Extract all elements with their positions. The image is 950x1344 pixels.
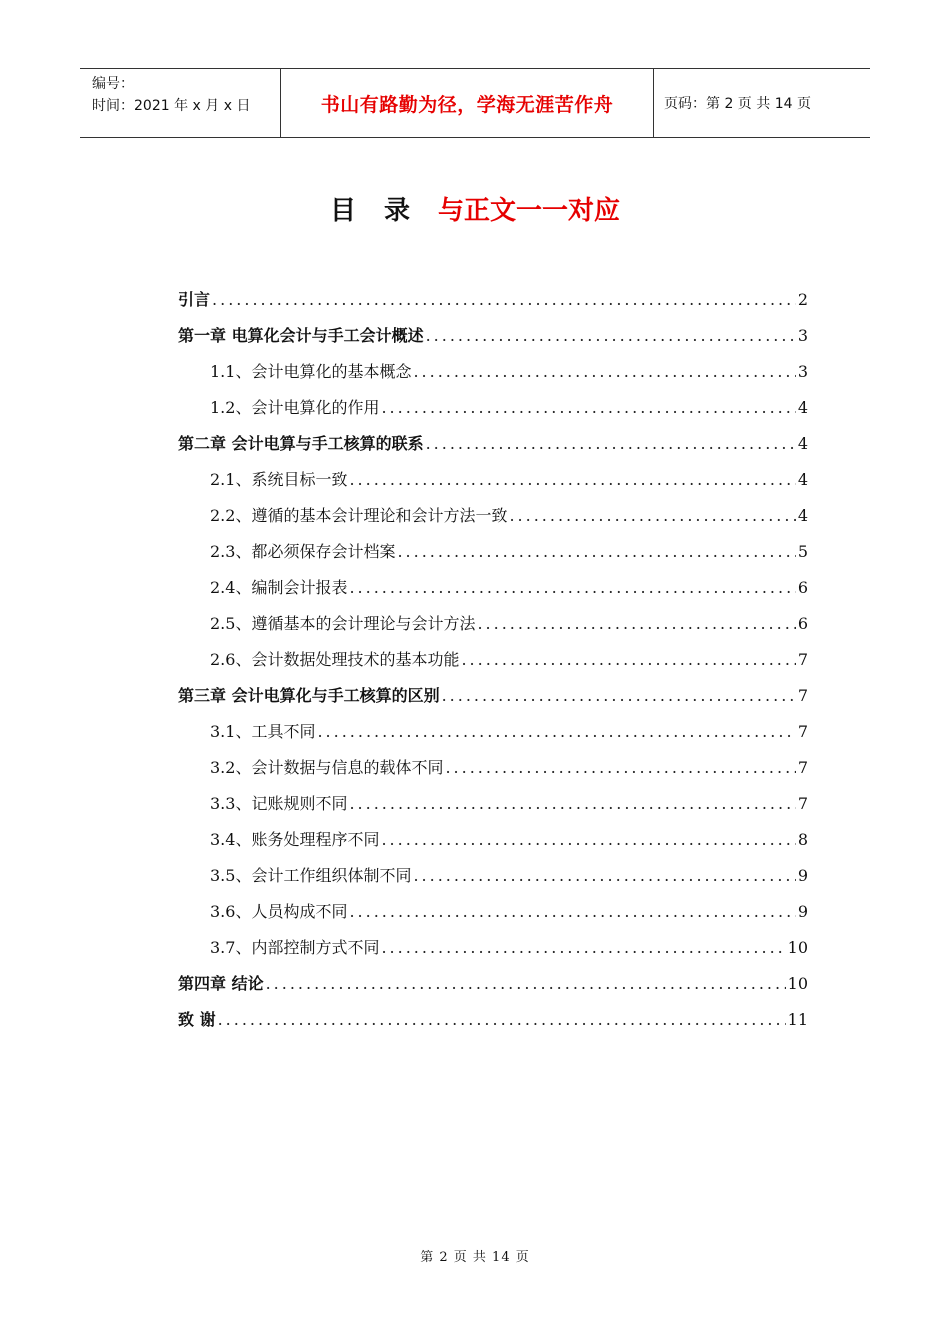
toc-entry[interactable] xyxy=(178,814,808,850)
toc-entry[interactable] xyxy=(178,778,808,814)
toc-entry-page: 4 xyxy=(797,470,808,489)
toc-entry-page: 5 xyxy=(797,542,808,561)
toc-entry[interactable] xyxy=(178,490,808,526)
toc-leader-dots xyxy=(426,434,796,454)
toc-entry-label: 1.1、会计电算化的基本概念 xyxy=(210,362,412,381)
toc-leader-dots xyxy=(317,722,795,742)
toc-leader-dots xyxy=(397,542,795,562)
toc-entry[interactable] xyxy=(178,598,808,634)
toc-entry[interactable] xyxy=(178,850,808,886)
toc-entry-page: 11 xyxy=(787,1010,808,1029)
toc-entry-page: 9 xyxy=(797,902,808,921)
toc-entry-label: 3.7、内部控制方式不同 xyxy=(210,938,380,957)
toc-entry-page: 4 xyxy=(797,434,808,453)
toc-entry-page: 10 xyxy=(787,974,808,993)
toc-entry-page: 3 xyxy=(797,326,808,345)
table-of-contents xyxy=(178,274,808,1030)
toc-leader-dots xyxy=(445,758,795,778)
toc-entry-page: 7 xyxy=(797,758,808,777)
toc-leader-dots xyxy=(477,614,795,634)
header-meta xyxy=(80,69,281,137)
toc-leader-dots xyxy=(266,974,786,994)
toc-entry-label: 第二章 会计电算与手工核算的联系 xyxy=(178,434,424,453)
toc-entry[interactable] xyxy=(178,382,808,418)
toc-entry-label: 第一章 电算化会计与手工会计概述 xyxy=(178,326,424,345)
toc-entry-label: 2.3、都必须保存会计档案 xyxy=(210,542,396,561)
toc-entry[interactable] xyxy=(178,274,808,310)
toc-leader-dots xyxy=(349,794,795,814)
toc-entry-label: 3.4、账务处理程序不同 xyxy=(210,830,380,849)
toc-leader-dots xyxy=(349,470,795,490)
toc-entry-label: 第四章 结论 xyxy=(178,974,264,993)
toc-entry-page: 6 xyxy=(797,614,808,633)
toc-entry-label: 3.6、人员构成不同 xyxy=(210,902,348,921)
toc-leader-dots xyxy=(381,398,795,418)
toc-entry[interactable] xyxy=(178,994,808,1030)
toc-entry-label: 2.5、遵循基本的会计理论与会计方法 xyxy=(210,614,476,633)
toc-title-main: 目录 xyxy=(329,196,438,226)
toc-entry-page: 6 xyxy=(797,578,808,597)
toc-entry-label: 2.2、遵循的基本会计理论和会计方法一致 xyxy=(210,506,508,525)
toc-entry-label: 1.2、会计电算化的作用 xyxy=(210,398,380,417)
toc-title-note: 与正文一一对应 xyxy=(438,196,621,226)
toc-entry-page: 8 xyxy=(797,830,808,849)
toc-entry[interactable] xyxy=(178,418,808,454)
toc-entry-page: 10 xyxy=(787,938,808,957)
toc-entry-label: 引言 xyxy=(178,290,211,309)
toc-leader-dots xyxy=(349,902,795,922)
toc-entry[interactable] xyxy=(178,742,808,778)
toc-entry[interactable] xyxy=(178,634,808,670)
toc-entry[interactable] xyxy=(178,310,808,346)
toc-leader-dots xyxy=(413,362,795,382)
toc-entry-page: 7 xyxy=(797,686,808,705)
header-motto: 书山有路勤为径，学海无涯苦作舟 xyxy=(281,69,654,137)
toc-entry[interactable] xyxy=(178,454,808,490)
toc-entry-page: 4 xyxy=(797,398,808,417)
toc-entry-label: 第三章 会计电算化与手工核算的区别 xyxy=(178,686,440,705)
toc-entry[interactable] xyxy=(178,706,808,742)
toc-leader-dots xyxy=(218,1010,786,1030)
toc-entry[interactable] xyxy=(178,562,808,598)
toc-entry[interactable] xyxy=(178,670,808,706)
toc-entry[interactable] xyxy=(178,346,808,382)
toc-entry-label: 3.2、会计数据与信息的载体不同 xyxy=(210,758,444,777)
header-date-label: 时间：2021 年 x 月 x 日 xyxy=(92,98,251,114)
toc-entry-label: 3.3、记账规则不同 xyxy=(210,794,348,813)
toc-entry-label: 3.1、工具不同 xyxy=(210,722,316,741)
toc-leader-dots xyxy=(413,866,795,886)
toc-entry-label: 3.5、会计工作组织体制不同 xyxy=(210,866,412,885)
toc-entry-page: 7 xyxy=(797,794,808,813)
toc-entry-page: 7 xyxy=(797,722,808,741)
toc-entry[interactable] xyxy=(178,958,808,994)
toc-leader-dots xyxy=(426,326,796,346)
page-footer: 第 2 页 共 14 页 xyxy=(420,1250,530,1265)
toc-leader-dots xyxy=(442,686,796,706)
toc-leader-dots xyxy=(381,830,795,850)
toc-entry-label: 2.6、会计数据处理技术的基本功能 xyxy=(210,650,460,669)
toc-leader-dots xyxy=(349,578,795,598)
toc-entry-label: 2.4、编制会计报表 xyxy=(210,578,348,597)
toc-leader-dots xyxy=(212,290,796,310)
header-page-info: 页码：第 2 页 共 14 页 xyxy=(664,96,811,112)
toc-entry-page: 7 xyxy=(797,650,808,669)
toc-leader-dots xyxy=(381,938,785,958)
toc-entry-label: 致 谢 xyxy=(178,1010,216,1029)
toc-entry[interactable] xyxy=(178,922,808,958)
toc-leader-dots xyxy=(509,506,795,526)
toc-entry-page: 4 xyxy=(797,506,808,525)
toc-entry[interactable] xyxy=(178,886,808,922)
toc-entry-page: 3 xyxy=(797,362,808,381)
header-number-label: 编号： xyxy=(92,76,134,92)
toc-entry-label: 2.1、系统目标一致 xyxy=(210,470,348,489)
toc-entry[interactable] xyxy=(178,526,808,562)
toc-title xyxy=(0,190,950,227)
toc-entry-page: 2 xyxy=(797,290,808,309)
page-header xyxy=(80,68,870,138)
toc-leader-dots xyxy=(461,650,795,670)
toc-entry-page: 9 xyxy=(797,866,808,885)
